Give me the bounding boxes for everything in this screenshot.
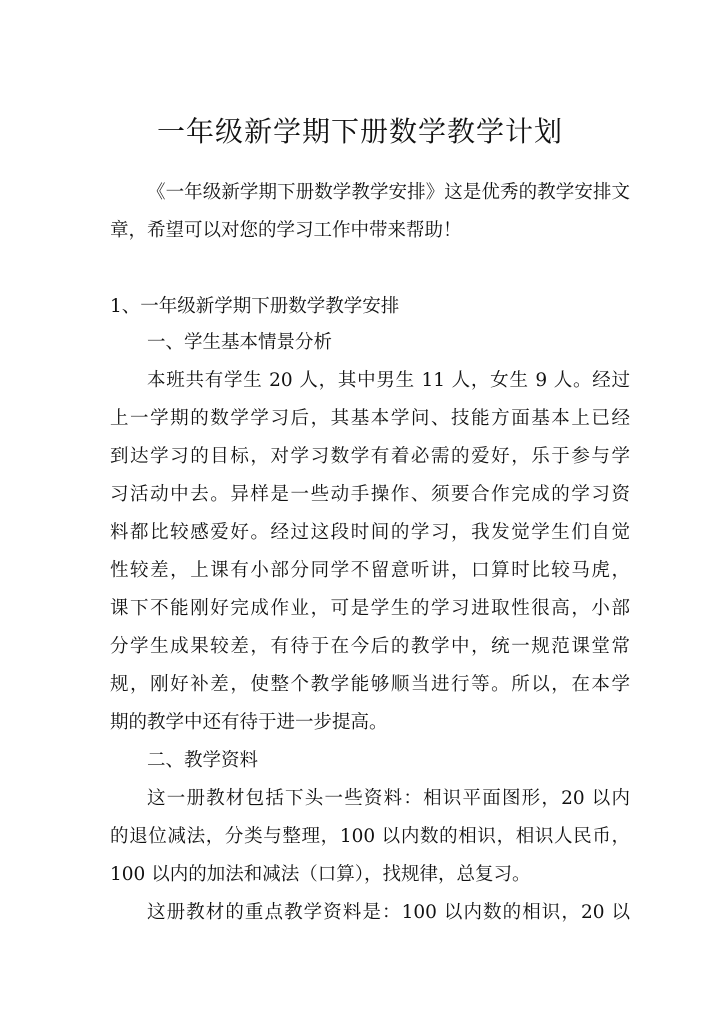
paragraph-1-line-8: 分学生成果较差，有待于在今后的教学中，统一规范课堂常	[110, 636, 630, 657]
paragraph-2-line-2: 的退位减法，分类与整理，100 以内数的相识，相识人民币，	[110, 826, 630, 847]
document-title: 一年级新学期下册数学教学计划	[156, 115, 563, 148]
section-heading: 1、一年级新学期下册数学教学安排	[110, 296, 400, 317]
paragraph-1-line-5: 料都比较感爱好。经过这段时间的学习，我发觉学生们自觉	[110, 522, 630, 543]
paragraph-2-line-3: 100 以内的加法和减法（口算），找规律，总复习。	[110, 864, 531, 885]
paragraph-3-line-1: 这册教材的重点教学资料是：100 以内数的相识，20 以	[147, 902, 630, 923]
paragraph-1-line-10: 期的教学中还有待于进一步提高。	[110, 712, 388, 733]
paragraph-1-line-2: 上一学期的数学学习后，其基本学问、技能方面基本上已经	[110, 408, 630, 429]
paragraph-2-line-1: 这一册教材包括下头一些资料：相识平面图形，20 以内	[147, 788, 630, 809]
intro-line-2: 章，希望可以对您的学习工作中带来帮助！	[110, 220, 462, 241]
paragraph-1-line-3: 到达学习的目标，对学习数学有着必需的爱好，乐于参与学	[110, 446, 630, 467]
sub-heading-teaching-material: 二、教学资料	[147, 750, 259, 771]
paragraph-1-line-1: 本班共有学生 20 人，其中男生 11 人，女生 9 人。经过	[147, 370, 630, 391]
intro-line-1: 《一年级新学期下册数学教学安排》这是优秀的教学安排文	[147, 182, 630, 203]
paragraph-1-line-6: 性较差，上课有小部分同学不留意听讲，口算时比较马虎，	[110, 560, 630, 581]
paragraph-1-line-9: 规，刚好补差，使整个教学能够顺当进行等。所以，在本学	[110, 674, 630, 695]
paragraph-1-line-7: 课下不能刚好完成作业，可是学生的学习进取性很高，小部	[110, 598, 630, 619]
sub-heading-student-analysis: 一、学生基本情景分析	[147, 332, 333, 353]
paragraph-1-line-4: 习活动中去。异样是一些动手操作、须要合作完成的学习资	[110, 484, 630, 505]
